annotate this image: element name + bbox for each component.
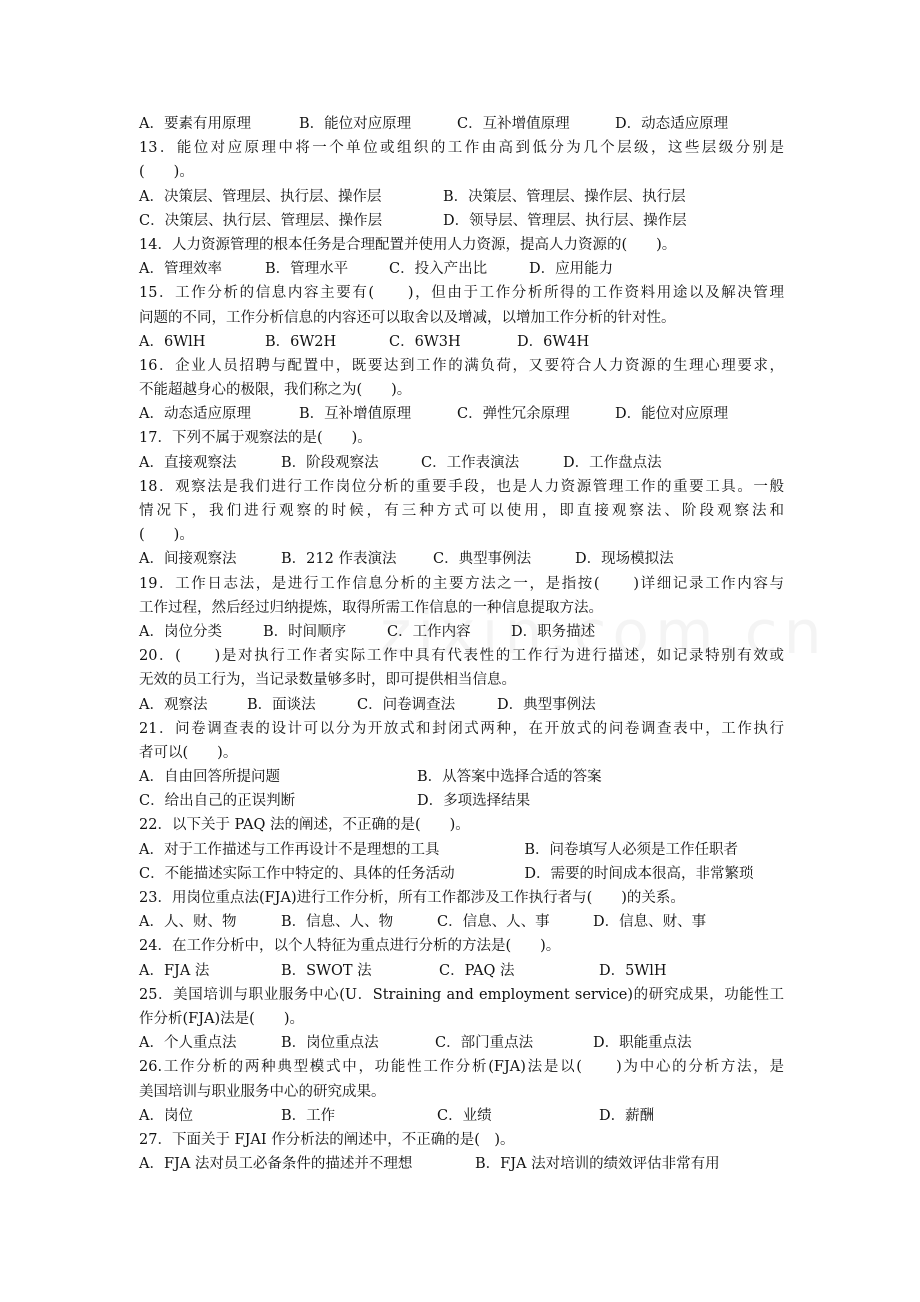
answer-option: D．现场模拟法 (575, 551, 674, 568)
answer-option: C．工作内容 (387, 623, 471, 640)
question-text-line: 21．问卷调查表的设计可以分为开放式和封闭式两种，在开放式的问卷调查表中，工作执行 (139, 720, 784, 737)
question-text-line: ( )。 (139, 164, 194, 181)
answer-option: D．信息、财、事 (593, 914, 707, 931)
question-text-line: 工作过程，然后经过归纳提炼，取得所需工作信息的一种信息提取方法。 (139, 599, 603, 616)
answer-option: B．互补增值原理 (299, 406, 412, 423)
answer-option: B．SWOT 法 (281, 962, 372, 979)
question-text-line: 16．企业人员招聘与配置中，既要达到工作的满负荷，又要符合人力资源的生理心理要求， (139, 357, 784, 374)
answer-option: C．部门重点法 (435, 1035, 534, 1052)
question-text-line: 26.工作分析的两种典型模式中，功能性工作分析(FJA)法是以( )为中心的分析方法，是 (139, 1059, 784, 1076)
answer-option: D．工作盘点法 (563, 454, 662, 471)
answer-options-row (139, 693, 784, 717)
answer-options-row (139, 838, 784, 862)
answer-option: B．FJA 法对培训的绩效评估非常有用 (475, 1156, 720, 1173)
question-text-line: 17．下列不属于观察法的是( )。 (139, 430, 372, 447)
question-text-line: 20．( )是对执行工作者实际工作中具有代表性的工作行为进行描述，如记录特别有效或 (139, 648, 784, 665)
answer-option: B．问卷填写人必须是工作任职者 (524, 841, 739, 858)
document-page (139, 112, 784, 1176)
answer-option: A．自由回答所提问题 (139, 769, 280, 786)
question-text-line: 14．人力资源管理的根本任务是合理配置并使用人力资源，提高人力资源的( )。 (139, 236, 677, 253)
answer-option: D．领导层、管理层、执行层、操作层 (443, 212, 687, 229)
answer-option: B．时间顺序 (263, 623, 347, 640)
answer-options-row (139, 257, 784, 281)
answer-option: A．FJA 法对员工必备条件的描述并不理想 (139, 1156, 413, 1173)
answer-options-row (139, 959, 784, 983)
answer-option: B．212 作表演法 (281, 551, 397, 568)
answer-options-row (139, 547, 784, 571)
answer-options-row (139, 185, 784, 209)
answer-option: D．薪酬 (599, 1107, 655, 1124)
question-text-line: 27．下面关于 FJAI 作分析法的阐述中，不正确的是( )。 (139, 1131, 515, 1148)
answer-options-row (139, 402, 784, 426)
answer-option: A．决策层、管理层、执行层、操作层 (139, 188, 382, 205)
answer-option: A．个人重点法 (139, 1035, 237, 1052)
answer-option: B．从答案中选择合适的答案 (417, 769, 602, 786)
question-text-line: 19．工作日志法，是进行工作信息分析的主要方法之一，是指按( )详细记录工作内容与 (139, 575, 784, 592)
answer-option: B．管理水平 (265, 261, 349, 278)
answer-options-row (139, 330, 784, 354)
answer-option: D．职务描述 (511, 623, 596, 640)
answer-option: C．弹性冗余原理 (457, 406, 570, 423)
answer-option: A．观察法 (139, 696, 208, 713)
answer-option: C．决策层、执行层、管理层、操作层 (139, 212, 383, 229)
answer-options-row (139, 1152, 784, 1176)
answer-option: B．决策层、管理层、操作层、执行层 (443, 188, 686, 205)
answer-option: C．典型事例法 (433, 551, 532, 568)
answer-option: B．信息、人、物 (281, 914, 394, 931)
question-text-line: 美国培训与职业服务中心的研究成果。 (139, 1083, 386, 1100)
answer-option: A．间接观察法 (139, 551, 237, 568)
answer-option: B．面谈法 (247, 696, 316, 713)
question-text-line: 15．工作分析的信息内容主要有( )，但由于工作分析所得的工作资料用途以及解决管理 (139, 285, 784, 302)
question-text-line: 不能超越身心的极限，我们称之为( )。 (139, 382, 412, 399)
answer-option: A．FJA 法 (139, 962, 210, 979)
answer-option: A．岗位 (139, 1107, 193, 1124)
answer-option: A．动态适应原理 (139, 406, 251, 423)
answer-option: C．工作表演法 (421, 454, 520, 471)
question-text-line: 作分析(FJA)法是( )。 (139, 1010, 304, 1027)
answer-option: C．不能描述实际工作中特定的、具体的任务活动 (139, 865, 455, 882)
answer-option: C．信息、人、事 (437, 914, 550, 931)
answer-option: B．工作 (281, 1107, 336, 1124)
answer-option: D．应用能力 (529, 261, 614, 278)
answer-option: C．给出自己的正误判断 (139, 793, 296, 810)
question-text-line: 13．能位对应原理中将一个单位或组织的工作由高到低分为几个层级，这些层级分别是 (139, 140, 784, 157)
question-text-line: 18．观察法是我们进行工作岗位分析的重要手段，也是人力资源管理工作的重要工具。一般 (139, 478, 784, 495)
answer-options-row (139, 910, 784, 934)
question-text-line: 24．在工作分析中，以个人特征为重点进行分析的方法是( )。 (139, 938, 561, 955)
answer-options-row (139, 112, 784, 136)
question-text-line: 无效的员工行为，当记录数量够多时，即可提供相当信息。 (139, 672, 516, 689)
answer-option: D．职能重点法 (593, 1035, 692, 1052)
answer-option: C．问卷调查法 (357, 696, 456, 713)
answer-option: B．阶段观察法 (281, 454, 379, 471)
answer-option: C．投入产出比 (389, 261, 488, 278)
answer-option: A．对于工作描述与工作再设计不是理想的工具 (139, 841, 440, 858)
answer-options-row (139, 1104, 784, 1128)
question-text-line: 情况下，我们进行观察的时候，有三种方式可以使用，即直接观察法、阶段观察法和 (139, 503, 784, 519)
question-text-line: 问题的不同，工作分析信息的内容还可以取舍以及增减，以增加工作分析的针对性。 (139, 309, 676, 326)
answer-options-row (139, 765, 784, 789)
answer-option: D．典型事例法 (497, 696, 596, 713)
answer-options-row (139, 620, 784, 644)
answer-option: A．直接观察法 (139, 454, 237, 471)
answer-options-row (139, 789, 784, 813)
answer-option: A．6WlH (139, 333, 206, 350)
question-text-line: 23．用岗位重点法(FJA)进行工作分析，所有工作都涉及工作执行者与( )的关系。 (139, 890, 685, 906)
answer-options-row (139, 209, 784, 233)
answer-option: B．岗位重点法 (281, 1035, 379, 1052)
answer-options-row (139, 1031, 784, 1055)
question-text-line: 22．以下关于 PAQ 法的阐述，不正确的是( )。 (139, 817, 470, 834)
answer-option: D．6W4H (517, 333, 590, 350)
answer-option: D．能位对应原理 (615, 406, 729, 423)
answer-options-row (139, 451, 784, 475)
answer-option: D．5WlH (599, 962, 667, 979)
answer-option: D．动态适应原理 (615, 116, 729, 132)
question-text-line: ( )。 (139, 527, 194, 544)
answer-option: C．6W3H (389, 333, 461, 350)
answer-option: D．多项选择结果 (417, 793, 531, 810)
answer-option: A．要素有用原理 (139, 116, 251, 132)
answer-options-row (139, 862, 784, 886)
answer-option: A．岗位分类 (139, 623, 222, 640)
answer-option: B．6W2H (265, 333, 337, 350)
answer-option: A．管理效率 (139, 261, 222, 278)
answer-option: D．需要的时间成本很高，非常繁琐 (524, 865, 754, 882)
answer-option: C．PAQ 法 (439, 962, 515, 979)
question-text-line: 25．美国培训与职业服务中心(U．Straining and employment service)的研究成果，功能性工 (139, 986, 784, 1003)
answer-option: B．能位对应原理 (299, 116, 412, 132)
answer-option: A．人、财、物 (139, 914, 237, 931)
question-text-line: 者可以( )。 (139, 744, 238, 761)
answer-option: C．业绩 (437, 1107, 492, 1124)
answer-option: C．互补增值原理 (457, 116, 570, 132)
